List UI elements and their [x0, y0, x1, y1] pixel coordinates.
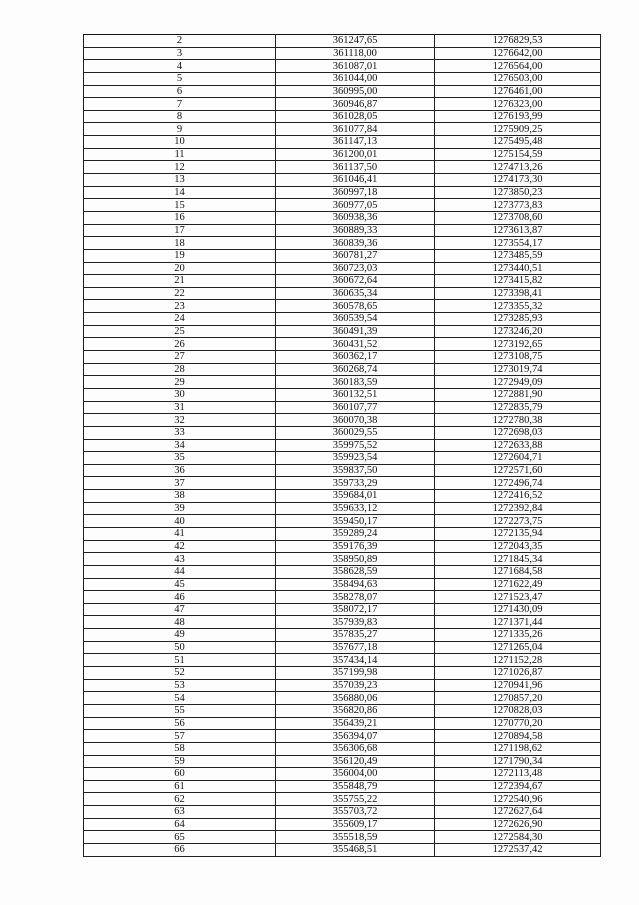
x-coordinate-cell: 357039,23 — [276, 679, 435, 692]
table-row — [84, 224, 601, 237]
table-row — [84, 174, 601, 187]
table-row — [84, 780, 601, 793]
table-row — [84, 313, 601, 326]
table-row — [84, 490, 601, 503]
y-coordinate-cell: 1272627,64 — [435, 806, 601, 819]
table-row — [84, 351, 601, 364]
y-coordinate-cell: 1271026,87 — [435, 667, 601, 680]
point-number-cell: 52 — [84, 667, 276, 680]
x-coordinate-cell: 360723,03 — [276, 262, 435, 275]
y-coordinate-cell: 1271335,26 — [435, 629, 601, 642]
table-row — [84, 540, 601, 553]
table-row — [84, 110, 601, 123]
y-coordinate-cell: 1272394,67 — [435, 780, 601, 793]
table-row — [84, 161, 601, 174]
x-coordinate-cell: 359684,01 — [276, 490, 435, 503]
table-row — [84, 464, 601, 477]
table-row — [84, 755, 601, 768]
x-coordinate-cell: 360362,17 — [276, 351, 435, 364]
y-coordinate-cell: 1270941,96 — [435, 679, 601, 692]
point-number-cell: 36 — [84, 464, 276, 477]
point-number-cell: 20 — [84, 262, 276, 275]
point-number-cell: 51 — [84, 654, 276, 667]
point-number-cell: 22 — [84, 287, 276, 300]
point-number-cell: 15 — [84, 199, 276, 212]
table-row — [84, 211, 601, 224]
table-row — [84, 237, 601, 250]
table-row — [84, 679, 601, 692]
point-number-cell: 26 — [84, 338, 276, 351]
y-coordinate-cell: 1276829,53 — [435, 35, 601, 48]
y-coordinate-cell: 1275909,25 — [435, 123, 601, 136]
y-coordinate-cell: 1271684,58 — [435, 565, 601, 578]
point-number-cell: 30 — [84, 388, 276, 401]
y-coordinate-cell: 1272626,90 — [435, 818, 601, 831]
y-coordinate-cell: 1274713,26 — [435, 161, 601, 174]
table-row — [84, 72, 601, 85]
table-row — [84, 275, 601, 288]
table-row — [84, 730, 601, 743]
x-coordinate-cell: 361147,13 — [276, 136, 435, 149]
x-coordinate-cell: 357939,83 — [276, 616, 435, 629]
x-coordinate-cell: 358278,07 — [276, 591, 435, 604]
y-coordinate-cell: 1271845,34 — [435, 553, 601, 566]
x-coordinate-cell: 359450,17 — [276, 515, 435, 528]
x-coordinate-cell: 357677,18 — [276, 641, 435, 654]
x-coordinate-cell: 355468,51 — [276, 844, 435, 857]
point-number-cell: 9 — [84, 123, 276, 136]
x-coordinate-cell: 361087,01 — [276, 60, 435, 73]
x-coordinate-cell: 357835,27 — [276, 629, 435, 642]
point-number-cell: 42 — [84, 540, 276, 553]
table-row — [84, 717, 601, 730]
table-row — [84, 768, 601, 781]
x-coordinate-cell: 358628,59 — [276, 565, 435, 578]
y-coordinate-cell: 1276323,00 — [435, 98, 601, 111]
point-number-cell: 11 — [84, 148, 276, 161]
point-number-cell: 18 — [84, 237, 276, 250]
y-coordinate-cell: 1272633,88 — [435, 439, 601, 452]
y-coordinate-cell: 1272537,42 — [435, 844, 601, 857]
x-coordinate-cell: 360672,64 — [276, 275, 435, 288]
x-coordinate-cell: 360635,34 — [276, 287, 435, 300]
point-number-cell: 13 — [84, 174, 276, 187]
point-number-cell: 33 — [84, 426, 276, 439]
x-coordinate-cell: 359975,52 — [276, 439, 435, 452]
y-coordinate-cell: 1270770,20 — [435, 717, 601, 730]
point-number-cell: 16 — [84, 211, 276, 224]
x-coordinate-cell: 360977,05 — [276, 199, 435, 212]
table-row — [84, 401, 601, 414]
x-coordinate-cell: 359923,54 — [276, 452, 435, 465]
table-row — [84, 300, 601, 313]
table-row — [84, 578, 601, 591]
y-coordinate-cell: 1272949,09 — [435, 376, 601, 389]
point-number-cell: 65 — [84, 831, 276, 844]
x-coordinate-cell: 355703,72 — [276, 806, 435, 819]
table-row — [84, 831, 601, 844]
y-coordinate-cell: 1271523,47 — [435, 591, 601, 604]
y-coordinate-cell: 1273246,20 — [435, 325, 601, 338]
table-row — [84, 502, 601, 515]
table-row — [84, 85, 601, 98]
table-row — [84, 565, 601, 578]
point-number-cell: 59 — [84, 755, 276, 768]
x-coordinate-cell: 360997,18 — [276, 186, 435, 199]
y-coordinate-cell: 1272496,74 — [435, 477, 601, 490]
x-coordinate-cell: 360183,59 — [276, 376, 435, 389]
y-coordinate-cell: 1272780,38 — [435, 414, 601, 427]
y-coordinate-cell: 1271430,09 — [435, 603, 601, 616]
x-coordinate-cell: 361028,05 — [276, 110, 435, 123]
x-coordinate-cell: 356439,21 — [276, 717, 435, 730]
point-number-cell: 49 — [84, 629, 276, 642]
table-row — [84, 591, 601, 604]
y-coordinate-cell: 1273773,83 — [435, 199, 601, 212]
x-coordinate-cell: 360889,33 — [276, 224, 435, 237]
point-number-cell: 43 — [84, 553, 276, 566]
table-row — [84, 641, 601, 654]
y-coordinate-cell: 1273398,41 — [435, 287, 601, 300]
x-coordinate-cell: 361247,65 — [276, 35, 435, 48]
point-number-cell: 14 — [84, 186, 276, 199]
point-number-cell: 4 — [84, 60, 276, 73]
x-coordinate-cell: 358072,17 — [276, 603, 435, 616]
table-row — [84, 692, 601, 705]
point-number-cell: 66 — [84, 844, 276, 857]
x-coordinate-cell: 357434,14 — [276, 654, 435, 667]
y-coordinate-cell: 1271371,44 — [435, 616, 601, 629]
table-row — [84, 553, 601, 566]
coordinates-table — [83, 34, 601, 857]
x-coordinate-cell: 360578,65 — [276, 300, 435, 313]
point-number-cell: 61 — [84, 780, 276, 793]
point-number-cell: 56 — [84, 717, 276, 730]
table-row — [84, 793, 601, 806]
y-coordinate-cell: 1273108,75 — [435, 351, 601, 364]
y-coordinate-cell: 1276503,00 — [435, 72, 601, 85]
point-number-cell: 58 — [84, 742, 276, 755]
point-number-cell: 21 — [84, 275, 276, 288]
table-row — [84, 515, 601, 528]
table-row — [84, 818, 601, 831]
y-coordinate-cell: 1271152,28 — [435, 654, 601, 667]
x-coordinate-cell: 356306,68 — [276, 742, 435, 755]
x-coordinate-cell: 360946,87 — [276, 98, 435, 111]
y-coordinate-cell: 1272043,35 — [435, 540, 601, 553]
x-coordinate-cell: 355848,79 — [276, 780, 435, 793]
x-coordinate-cell: 355755,22 — [276, 793, 435, 806]
table-row — [84, 629, 601, 642]
point-number-cell: 62 — [84, 793, 276, 806]
table-row — [84, 439, 601, 452]
point-number-cell: 24 — [84, 313, 276, 326]
y-coordinate-cell: 1272540,96 — [435, 793, 601, 806]
x-coordinate-cell: 361077,84 — [276, 123, 435, 136]
x-coordinate-cell: 359289,24 — [276, 527, 435, 540]
table-row — [84, 388, 601, 401]
y-coordinate-cell: 1271198,62 — [435, 742, 601, 755]
table-row — [84, 363, 601, 376]
table-row — [84, 806, 601, 819]
table-row — [84, 136, 601, 149]
y-coordinate-cell: 1272584,30 — [435, 831, 601, 844]
point-number-cell: 27 — [84, 351, 276, 364]
table-row — [84, 452, 601, 465]
x-coordinate-cell: 356004,00 — [276, 768, 435, 781]
y-coordinate-cell: 1272392,84 — [435, 502, 601, 515]
y-coordinate-cell: 1273554,17 — [435, 237, 601, 250]
point-number-cell: 63 — [84, 806, 276, 819]
point-number-cell: 32 — [84, 414, 276, 427]
x-coordinate-cell: 356120,49 — [276, 755, 435, 768]
point-number-cell: 28 — [84, 363, 276, 376]
x-coordinate-cell: 361137,50 — [276, 161, 435, 174]
y-coordinate-cell: 1270894,58 — [435, 730, 601, 743]
y-coordinate-cell: 1273192,65 — [435, 338, 601, 351]
table-row — [84, 414, 601, 427]
table-row — [84, 603, 601, 616]
x-coordinate-cell: 360029,55 — [276, 426, 435, 439]
y-coordinate-cell: 1276642,00 — [435, 47, 601, 60]
y-coordinate-cell: 1273415,82 — [435, 275, 601, 288]
x-coordinate-cell: 360781,27 — [276, 249, 435, 262]
point-number-cell: 5 — [84, 72, 276, 85]
x-coordinate-cell: 360539,54 — [276, 313, 435, 326]
table-row — [84, 527, 601, 540]
table-row — [84, 477, 601, 490]
point-number-cell: 60 — [84, 768, 276, 781]
point-number-cell: 46 — [84, 591, 276, 604]
x-coordinate-cell: 360938,36 — [276, 211, 435, 224]
y-coordinate-cell: 1272604,71 — [435, 452, 601, 465]
point-number-cell: 41 — [84, 527, 276, 540]
point-number-cell: 29 — [84, 376, 276, 389]
table-row — [84, 844, 601, 857]
point-number-cell: 54 — [84, 692, 276, 705]
x-coordinate-cell: 359633,12 — [276, 502, 435, 515]
point-number-cell: 7 — [84, 98, 276, 111]
y-coordinate-cell: 1272698,03 — [435, 426, 601, 439]
x-coordinate-cell: 356394,07 — [276, 730, 435, 743]
table-row — [84, 654, 601, 667]
table-row — [84, 98, 601, 111]
x-coordinate-cell: 360132,51 — [276, 388, 435, 401]
point-number-cell: 53 — [84, 679, 276, 692]
point-number-cell: 19 — [84, 249, 276, 262]
point-number-cell: 37 — [84, 477, 276, 490]
table-row — [84, 287, 601, 300]
point-number-cell: 2 — [84, 35, 276, 48]
table-row — [84, 262, 601, 275]
x-coordinate-cell: 360995,00 — [276, 85, 435, 98]
point-number-cell: 45 — [84, 578, 276, 591]
y-coordinate-cell: 1272113,48 — [435, 768, 601, 781]
x-coordinate-cell: 360107,77 — [276, 401, 435, 414]
table-row — [84, 35, 601, 48]
point-number-cell: 35 — [84, 452, 276, 465]
point-number-cell: 40 — [84, 515, 276, 528]
x-coordinate-cell: 359733,29 — [276, 477, 435, 490]
table-row — [84, 148, 601, 161]
y-coordinate-cell: 1273613,87 — [435, 224, 601, 237]
y-coordinate-cell: 1272416,52 — [435, 490, 601, 503]
x-coordinate-cell: 361044,00 — [276, 72, 435, 85]
y-coordinate-cell: 1270828,03 — [435, 704, 601, 717]
point-number-cell: 34 — [84, 439, 276, 452]
x-coordinate-cell: 360268,74 — [276, 363, 435, 376]
y-coordinate-cell: 1275495,48 — [435, 136, 601, 149]
x-coordinate-cell: 356820,86 — [276, 704, 435, 717]
table-row — [84, 60, 601, 73]
point-number-cell: 57 — [84, 730, 276, 743]
x-coordinate-cell: 360070,38 — [276, 414, 435, 427]
table-row — [84, 325, 601, 338]
y-coordinate-cell: 1276461,00 — [435, 85, 601, 98]
y-coordinate-cell: 1273440,51 — [435, 262, 601, 275]
x-coordinate-cell: 358494,63 — [276, 578, 435, 591]
point-number-cell: 6 — [84, 85, 276, 98]
coordinates-table-body — [84, 35, 601, 857]
x-coordinate-cell: 361200,01 — [276, 148, 435, 161]
point-number-cell: 39 — [84, 502, 276, 515]
y-coordinate-cell: 1273285,93 — [435, 313, 601, 326]
x-coordinate-cell: 356880,06 — [276, 692, 435, 705]
x-coordinate-cell: 360431,52 — [276, 338, 435, 351]
x-coordinate-cell: 360491,39 — [276, 325, 435, 338]
table-row — [84, 742, 601, 755]
x-coordinate-cell: 355518,59 — [276, 831, 435, 844]
x-coordinate-cell: 359176,39 — [276, 540, 435, 553]
point-number-cell: 38 — [84, 490, 276, 503]
x-coordinate-cell: 360839,36 — [276, 237, 435, 250]
y-coordinate-cell: 1273019,74 — [435, 363, 601, 376]
table-row — [84, 186, 601, 199]
point-number-cell: 25 — [84, 325, 276, 338]
y-coordinate-cell: 1275154,59 — [435, 148, 601, 161]
point-number-cell: 17 — [84, 224, 276, 237]
table-row — [84, 199, 601, 212]
x-coordinate-cell: 358950,89 — [276, 553, 435, 566]
x-coordinate-cell: 357199,98 — [276, 667, 435, 680]
y-coordinate-cell: 1272835,79 — [435, 401, 601, 414]
point-number-cell: 8 — [84, 110, 276, 123]
point-number-cell: 12 — [84, 161, 276, 174]
table-row — [84, 376, 601, 389]
y-coordinate-cell: 1273355,32 — [435, 300, 601, 313]
y-coordinate-cell: 1271622,49 — [435, 578, 601, 591]
point-number-cell: 64 — [84, 818, 276, 831]
point-number-cell: 48 — [84, 616, 276, 629]
point-number-cell: 10 — [84, 136, 276, 149]
point-number-cell: 44 — [84, 565, 276, 578]
table-row — [84, 667, 601, 680]
y-coordinate-cell: 1272571,60 — [435, 464, 601, 477]
table-row — [84, 426, 601, 439]
table-row — [84, 249, 601, 262]
y-coordinate-cell: 1273708,60 — [435, 211, 601, 224]
point-number-cell: 31 — [84, 401, 276, 414]
x-coordinate-cell: 355609,17 — [276, 818, 435, 831]
x-coordinate-cell: 361046,41 — [276, 174, 435, 187]
y-coordinate-cell: 1276564,00 — [435, 60, 601, 73]
y-coordinate-cell: 1274173,30 — [435, 174, 601, 187]
y-coordinate-cell: 1271790,34 — [435, 755, 601, 768]
y-coordinate-cell: 1273850,23 — [435, 186, 601, 199]
point-number-cell: 23 — [84, 300, 276, 313]
point-number-cell: 47 — [84, 603, 276, 616]
point-number-cell: 3 — [84, 47, 276, 60]
point-number-cell: 55 — [84, 704, 276, 717]
x-coordinate-cell: 359837,50 — [276, 464, 435, 477]
table-row — [84, 338, 601, 351]
y-coordinate-cell: 1276193,99 — [435, 110, 601, 123]
table-row — [84, 616, 601, 629]
y-coordinate-cell: 1273485,59 — [435, 249, 601, 262]
point-number-cell: 50 — [84, 641, 276, 654]
table-row — [84, 47, 601, 60]
x-coordinate-cell: 361118,00 — [276, 47, 435, 60]
y-coordinate-cell: 1272135,94 — [435, 527, 601, 540]
y-coordinate-cell: 1272881,90 — [435, 388, 601, 401]
y-coordinate-cell: 1271265,04 — [435, 641, 601, 654]
y-coordinate-cell: 1270857,20 — [435, 692, 601, 705]
y-coordinate-cell: 1272273,75 — [435, 515, 601, 528]
table-row — [84, 704, 601, 717]
table-row — [84, 123, 601, 136]
